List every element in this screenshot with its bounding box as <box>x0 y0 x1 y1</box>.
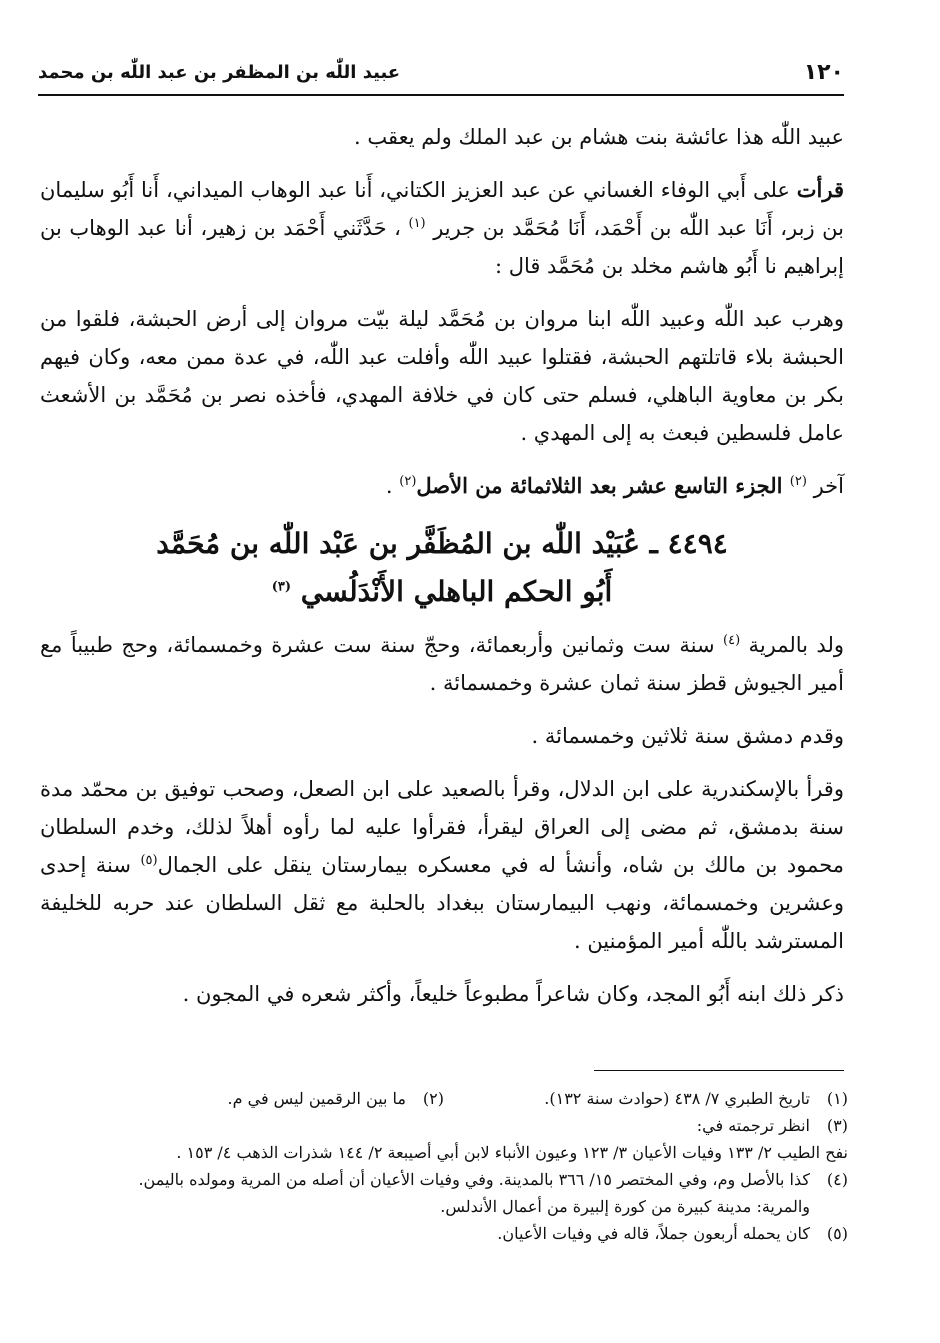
paragraph-4-text-a: ولد بالمرية <box>740 633 844 657</box>
paragraph-2-text-a: على أَبي الوفاء الغساني عن عبد العزيز الكتاني، أَنا عبد الوهاب الميداني، أَنا أَبُو سليمان بن زبر، أَنَا عبد اللّٰه بن أَحْمَد، أَنَا مُحَمَّد بن جرير <box>40 178 844 240</box>
paragraph-4-text-b: سنة ست وثمانين وأربعمائة، وحجّ سنة ست عشرة وخمسمائة، وحج طبيباً مع أمير الجيوش قطز سنة ثمان عشرة وخمسمائة . <box>40 633 844 695</box>
footnote-ref-5: (٥) <box>140 853 158 868</box>
footnote-2-text: ما بين الرقمين ليس في م. <box>227 1089 406 1108</box>
footnote-ref-2a: (٢) <box>789 474 807 489</box>
paragraph-6 <box>40 770 844 960</box>
entry-heading-line-1: ٤٤٩٤ ـ عُبَيْد اللّٰه بن المُظَفَّر بن عَبْد اللّٰه بن مُحَمَّد <box>156 527 728 560</box>
footnote-4-text: كذا بالأصل وم، وفي المختصر ١٥/ ٣٦٦ بالمدينة. وفي وفيات الأعيان أن أصله من المرية ومولده باليمن. <box>138 1170 810 1189</box>
page-number: ١٢٠ <box>803 60 844 85</box>
footnote-2 <box>40 1085 444 1112</box>
paragraph-6-text-a: وقرأ بالإسكندرية على ابن الدلال، وقرأ بالصعيد على ابن الصعل، وصحب توفيق بن محمّد مدة سنة بدمشق، ثم مضى إلى العراق ليقرأ، فقرأوا عليه لما رأوه أهلاً لذلك، وخدم السلطان محمود بن مالك بن شاه، وأنشأ له في معسكره بيمارستان ينقل على الجمال <box>40 777 844 877</box>
paragraph-1-text: عبيد اللّٰه هذا عائشة بنت هشام بن عبد الملك ولم يعقب . <box>354 125 844 149</box>
paragraph-3-text: وهرب عبد اللّٰه وعبيد اللّٰه ابنا مروان بن مُحَمَّد ليلة بيّت مروان إلى أرض الحبشة، فلقوا من الحبشة بلاء قاتلتهم الحبشة، فقتلوا عبيد اللّٰه وأفلت عبد اللّٰه، في عدة ممن معه، وكان فيهم بكر بن معاوية الباهلي، فسلم حتى كان في خلافة المهدي، فأخذه نصر بن مُحَمَّد بن الأشعث عامل فلسطين فبعث به إلى المهدي . <box>40 307 844 445</box>
footnote-5 <box>40 1220 848 1247</box>
footnote-divider <box>594 1070 844 1071</box>
running-title: عبيد اللّٰه بن المظفر بن عبد اللّٰه بن محمد <box>38 62 401 83</box>
footnote-1-number: (١) <box>826 1089 848 1108</box>
paragraph-5-text: وقدم دمشق سنة ثلاثين وخمسمائة . <box>531 724 844 748</box>
entry-heading <box>40 520 844 616</box>
paragraph-4 <box>40 626 844 702</box>
footnote-ref-3: (٣) <box>271 579 292 595</box>
footnote-row-1-2 <box>40 1085 848 1112</box>
paragraph-7-text: ذكر ذلك ابنه أَبُو المجد، وكان شاعراً مطبوعاً خليعاً، وأكثر شعره في المجون . <box>182 982 844 1006</box>
footnote-4-continuation-text: والمرية: مدينة كبيرة من كورة إلبيرة من أعمال الأندلس. <box>440 1197 810 1216</box>
paragraph-2-lead: قرأت <box>796 177 844 202</box>
footnote-ref-2b: (٢) <box>399 474 417 489</box>
paragraph-5 <box>40 717 844 755</box>
footnote-5-number: (٥) <box>826 1224 848 1243</box>
footnote-4-number: (٤) <box>826 1170 848 1189</box>
footnote-2-number: (٢) <box>422 1089 444 1108</box>
footnote-ref-4: (٤) <box>723 633 741 648</box>
section-end-marker <box>40 467 844 505</box>
paragraph-7 <box>40 975 844 1013</box>
marker-text-b: الجزء التاسع عشر بعد الثلاثمائة من الأصل <box>416 473 790 498</box>
marker-text-c: . <box>385 474 400 498</box>
footnote-3-continuation <box>40 1139 848 1166</box>
paragraph-2 <box>40 171 844 285</box>
footnotes <box>40 1085 848 1247</box>
marker-text-a: آخر <box>806 474 844 498</box>
footnote-ref-1: (١) <box>408 216 426 231</box>
footnote-4-indent <box>810 1193 848 1220</box>
entry-heading-line-2 <box>40 568 844 616</box>
footnote-3-text: انظر ترجمته في: <box>696 1116 810 1135</box>
paragraph-2-text-b: ، حَدَّثَني أَحْمَد بن زهير، أنا عبد الوهاب بن إبراهيم نا أَبُو هاشم مخلد بن مُحَمَّد قال : <box>40 216 844 278</box>
footnote-4 <box>40 1166 848 1193</box>
footnote-1 <box>444 1085 848 1112</box>
entry-heading-line-2-text: أَبُو الحكم الباهلي الأَنْدَلُسي <box>300 575 613 608</box>
footnote-4-continuation <box>40 1193 848 1220</box>
footnote-3 <box>40 1112 848 1139</box>
footnote-5-text: كان يحمله أربعون جملاً، قاله في وفيات الأعيان. <box>497 1224 810 1243</box>
footnote-3-number: (٣) <box>826 1116 848 1135</box>
paragraph-1 <box>40 118 844 156</box>
footnote-3-continuation-text: نفح الطيب ٢/ ١٣٣ وفيات الأعيان ٣/ ١٢٣ وعيون الأنباء لابن أبي أصيبعة ٢/ ١٤٤ شذرات الذهب ٤/ ١٥٣ . <box>176 1143 848 1162</box>
paragraph-3 <box>40 300 844 452</box>
paragraph-6-text-b: سنة إحدى وعشرين وخمسمائة، ونهب البيمارستان ببغداد بالحلبة مع ثقل السلطان عند حربه للخليفة المسترشد باللّٰه أمير المؤمنين . <box>40 853 844 953</box>
page-header <box>38 58 844 96</box>
main-text <box>40 118 844 1028</box>
footnote-1-text: تاريخ الطبري ٧/ ٤٣٨ (حوادث سنة ١٣٢). <box>544 1089 810 1108</box>
